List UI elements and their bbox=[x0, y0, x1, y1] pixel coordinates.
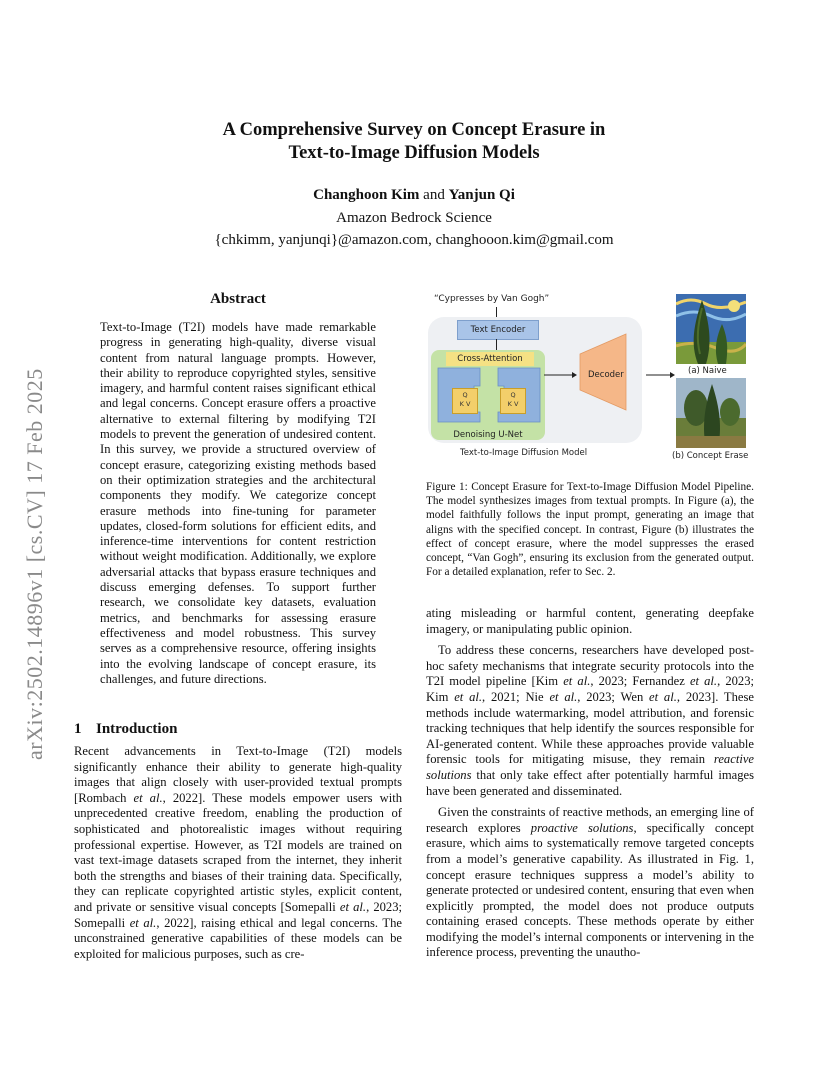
text-run: , specifically concept erasure, which aims to systematically remove targeted concepts from a model’s generative capability. As illustrated in Fig. 1, concept erasure techniques suppress a model’s ability to generate protected or undesired content, ensuring that even when explicitly prompted, the model does not produce outputs containing erased concepts. These methods operate by either modifying the model’s internal components or intervening in the inference process, preventing the unautho- bbox=[426, 820, 754, 960]
kv-label: K V bbox=[507, 400, 519, 408]
intro-paragraph-1 bbox=[74, 744, 402, 962]
citation-etal: et al. bbox=[339, 899, 367, 914]
author-conjunction: and bbox=[423, 187, 445, 203]
text-run: that only take effect after potentially harmful images have been generated and disseminated. bbox=[426, 767, 754, 798]
qkv-block bbox=[500, 388, 526, 414]
q-label: Q bbox=[462, 391, 468, 399]
text-run: , 2023]. These methods include watermarking, model attribution, and forensic tracking techniques that help identify the sources responsible for AI-generated content. While these approaches provide valuable forensic tools for mitigating misuse, they remain bbox=[426, 689, 755, 767]
text-run: , 2021; Nie bbox=[482, 689, 550, 704]
kv-label: K V bbox=[459, 400, 471, 408]
decoder-label: Decoder bbox=[588, 370, 624, 380]
erased-output-image bbox=[676, 378, 746, 448]
author-list bbox=[0, 187, 828, 204]
author-name: Yanjun Qi bbox=[448, 187, 515, 203]
arrow-icon bbox=[496, 339, 497, 350]
author-name: Changhoon Kim bbox=[313, 187, 420, 203]
arrow-right-icon bbox=[646, 370, 676, 380]
text-encoder-box: Text Encoder bbox=[457, 320, 539, 340]
paragraph bbox=[426, 805, 754, 961]
arxiv-identifier: arXiv:2502.14896v1 [cs.CV] 17 Feb 2025 bbox=[22, 368, 47, 760]
model-label: Text-to-Image Diffusion Model bbox=[460, 448, 588, 458]
citation-etal: et al. bbox=[454, 689, 483, 704]
author-emails: {chkimm, yanjunqi}@amazon.com, changhooon.kim@gmail.com bbox=[214, 232, 614, 248]
abstract-text: Text-to-Image (T2I) models have made remarkable progress in generating high-quality, diverse visual content from natural language prompts. However, their ability to reproduce copyrighted styles, sensitive imagery, and harmful content raises significant ethical and legal concerns. Concept erasure offers a proactive alternative to external filtering by modifying T2I models to prevent the generation of undesired content. In this survey, we provide a structured overview of concept erasure, categorizing existing methods based on their optimization strategies and the architectural components they modify. We categorize concept erasure methods into fine-tuning for parameter updates, closed-form solutions for efficient edits, and inference-time interventions for content restriction without weight modification. Additionally, we explore adversarial attacks that bypass erasure techniques and discuss emerging defenses. To support further research, we consolidate key datasets, evaluation metrics, and benchmarks for assessing erasure effectiveness and model robustness. This survey serves as a comprehensive resource, offering insights into the evolving landscape of concept erasure, its challenges, and future directions. bbox=[100, 320, 376, 686]
emphasis-text: proactive solutions bbox=[530, 820, 634, 835]
citation-etal: et al. bbox=[549, 689, 578, 704]
affiliation: Amazon Bedrock Science bbox=[336, 210, 492, 226]
q-label: Q bbox=[510, 391, 516, 399]
title-line-2: Text-to-Image Diffusion Models bbox=[288, 143, 540, 163]
citation-etal: et al. bbox=[689, 674, 718, 689]
denoising-unet-label: Denoising U-Net bbox=[453, 430, 523, 440]
figure-caption: Figure 1: Concept Erasure for Text-to-Image Diffusion Model Pipeline. The model synthesizes images from textual prompts. In Figure (a), the model faithfully follows the input prompt, generating an image that aligns with the specified concept. In contrast, Figure (b) illustrates the effect of concept erasure, where the model suppresses the erased concept, “Van Gogh”, ensuring its exclusion from the generated output. For a detailed explanation, refer to Sec. 2. bbox=[426, 481, 754, 579]
citation-etal: et al. bbox=[563, 674, 591, 689]
text-run: , 2023; Kim bbox=[426, 674, 755, 704]
section-heading bbox=[74, 721, 177, 738]
section-number: 1 bbox=[74, 721, 82, 737]
concept-erase-label: (b) Concept Erase bbox=[672, 451, 749, 461]
qkv-block bbox=[452, 388, 478, 414]
naive-output-image bbox=[676, 294, 746, 364]
section-title: Introduction bbox=[96, 721, 178, 737]
text-run: Given the constraints of reactive methods, an emerging line of research explores bbox=[426, 805, 754, 835]
text-run: To address these concerns, researchers have developed post-hoc safety mechanisms that integrate security protocols into the T2I model pipeline [Kim bbox=[426, 643, 754, 689]
emphasis-text: reactive solutions bbox=[426, 752, 754, 782]
cross-attention-box: Cross-Attention bbox=[446, 352, 534, 366]
text-run: , 2022]. These models empower users with unprecedented creative freedom, enabling the production of sophisticated and photorealistic images without requiring professional expertise. However, as T2I models are trained on vast text-image datasets scraped from the internet, they inherit both the strengths and biases of their training data. Specifically, they can replicate copyrighted artistic styles, explicit content, and private or sensitive visual concepts [Somepalli bbox=[74, 790, 403, 914]
citation-etal: et al. bbox=[133, 790, 163, 805]
text-run: , 2022], raising ethical and legal concerns. The unconstrained generative capabilities of these models can be exploited for malicious purposes, such as cre- bbox=[74, 915, 403, 961]
paragraph bbox=[426, 643, 754, 799]
paragraph: ating misleading or harmful content, generating deepfake imagery, or manipulating public opinion. bbox=[426, 606, 754, 636]
figure-1 bbox=[420, 290, 760, 466]
text-run: , 2023; Wen bbox=[577, 689, 650, 704]
title-line-1: A Comprehensive Survey on Concept Erasure in bbox=[222, 120, 606, 140]
text-run: Recent advancements in Text-to-Image (T2I) models significantly enhance their ability to generate high-quality images that align closely with user-provided textual prompts [Rombach bbox=[74, 744, 402, 805]
naive-label: (a) Naive bbox=[688, 366, 727, 376]
citation-etal: et al. bbox=[649, 689, 677, 704]
paper-title bbox=[0, 119, 828, 165]
citation-etal: et al. bbox=[129, 915, 157, 930]
arrow-right-icon bbox=[544, 370, 578, 380]
text-run: , 2023; Somepalli bbox=[74, 899, 403, 930]
figure-prompt-text: “Cypresses by Van Gogh” bbox=[434, 294, 550, 304]
unet-shape-icon bbox=[434, 366, 544, 430]
text-run: , 2023; Fernandez bbox=[590, 674, 690, 689]
right-column bbox=[426, 606, 754, 967]
abstract-heading: Abstract bbox=[210, 291, 266, 307]
